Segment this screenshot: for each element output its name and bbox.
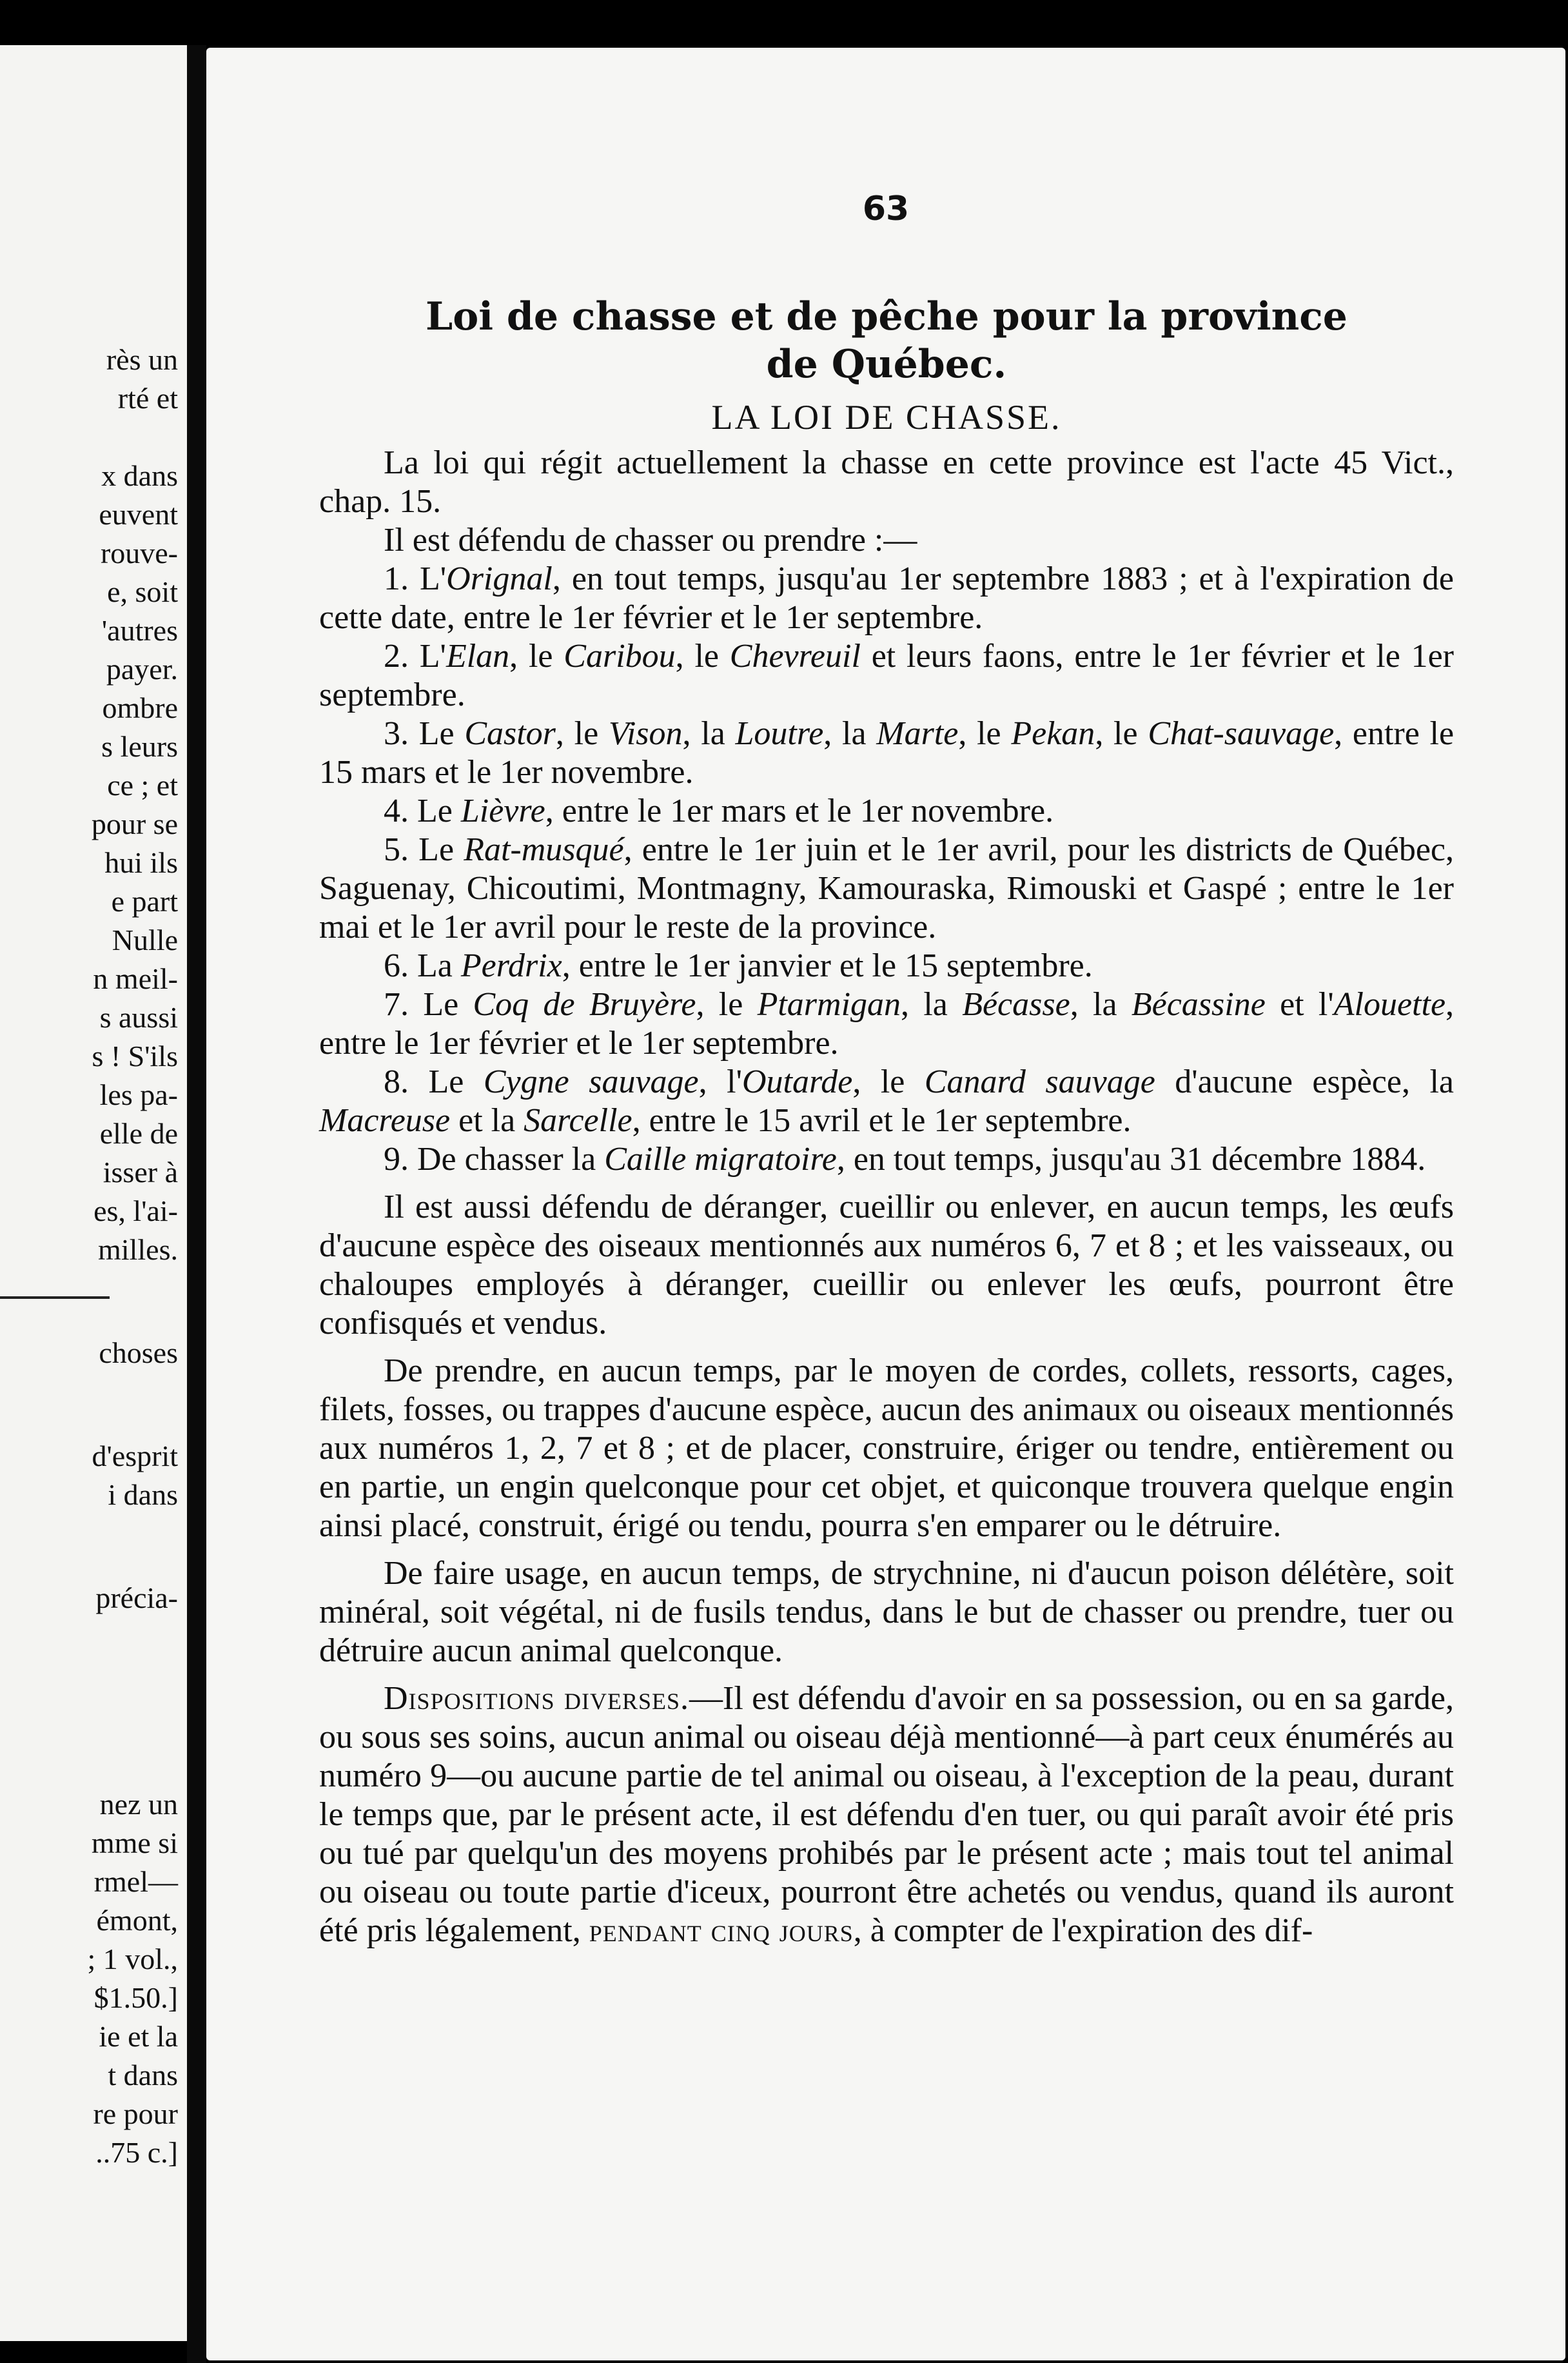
left-page-line: choses: [99, 1336, 178, 1369]
paragraph-traps: De prendre, en aucun temps, par le moyen de cordes, collets, ressorts, cages, filets, fosses, ou trappes d'aucune espèce, aucun des animaux ou oiseaux mentionnés aux numéros 1, 2, 7 et 8 ; et de placer, construire, ériger ou tendre, entièrement ou en partie, un engin quelconque pour cet objet, et quiconque trouvera quelque engin ainsi placé, construit, érigé ou tendu, pourra s'en emparer ou le détruire.: [319, 1352, 1454, 1544]
item-6: 6. La Perdrix, entre le 1er janvier et le 15 septembre.: [384, 947, 1093, 984]
left-page-line: s leurs: [101, 730, 178, 763]
left-page-line: d'esprit: [92, 1439, 178, 1472]
title-line-1: Loi de chasse et de pêche pour la province: [426, 294, 1348, 339]
paragraph-dispositions: Dispositions diverses.—Il est défendu d'avoir en sa possession, ou en sa garde, ou sous ses soins, aucun animal ou oiseau déjà mentionné—à part ceux énumérés au numéro 9—ou aucune partie de tel animal ou oiseau, à l'exception de la peau, durant le temps que, par le présent acte, il est défendu d'en tuer, ou qui paraît avoir été pris ou tué par quelqu'un des moyens prohibés par le présent acte ; mais tout tel animal ou oiseau ou toute partie d'iceux, pourront être achetés ou vendus, quand ils auront été pris légalement, pendant cinq jours, à compter de l'expiration des dif-: [319, 1680, 1454, 1949]
left-page-line: mme si: [91, 1826, 178, 1859]
left-page-fragment: [0, 45, 187, 2341]
left-page-line: les pa-: [99, 1078, 178, 1111]
left-page-line: pour se: [91, 807, 178, 840]
prohibition-intro: Il est défendu de chasser ou prendre :—: [384, 522, 917, 559]
main-page: [206, 48, 1565, 2360]
left-page-line: précia-: [95, 1581, 178, 1614]
left-page-line: t dans: [108, 2059, 178, 2091]
left-page-line: rès un: [106, 343, 178, 376]
left-page-line: nez un: [99, 1788, 178, 1821]
item-7: 7. Le Coq de Bruyère, le Ptarmigan, la Bécasse, la Bécassine et l'Alouette, entre le 1er février et le 1er septembre.: [319, 986, 1455, 1062]
left-page-line: isser à: [103, 1156, 178, 1189]
left-page-line: Nulle: [112, 924, 178, 956]
left-page-rule: [0, 1296, 110, 1299]
left-page-line: hui ils: [104, 846, 178, 879]
left-page-line: rouve-: [100, 537, 178, 569]
left-page-line: n meil-: [93, 962, 178, 995]
left-page-line: s aussi: [99, 1001, 178, 1034]
left-page-line: ..75 c.]: [95, 2136, 178, 2169]
left-page-line: elle de: [99, 1117, 178, 1150]
item-4: 4. Le Lièvre, entre le 1er mars et le 1er novembre.: [384, 793, 1054, 829]
left-page-line: rté et: [117, 382, 178, 415]
paragraph-poison: De faire usage, en aucun temps, de strychnine, ni d'aucun poison délétère, soit minéral, soit végétal, ni de fusils tendus, dans le but de chasser ou prendre, tuer ou détruire aucun animal quelconque.: [319, 1555, 1454, 1669]
title-line-2: de Québec.: [766, 342, 1007, 387]
left-page-line: $1.50.]: [93, 1981, 178, 2014]
page-gutter: [187, 45, 206, 2363]
left-page-line: payer.: [106, 653, 178, 686]
left-page-line: s ! S'ils: [92, 1040, 178, 1073]
intro-paragraph: La loi qui régit actuellement la chasse en cette province est l'acte 45 Vict., chap. 15.: [319, 444, 1454, 520]
left-page-line: ie et la: [99, 2020, 178, 2053]
section-heading: LA LOI DE CHASSE.: [711, 398, 1062, 437]
left-page-line: re pour: [93, 2097, 178, 2130]
left-page-line: émont,: [96, 1904, 178, 1937]
left-page-line: 'autres: [101, 614, 178, 647]
left-page-line: i dans: [108, 1478, 178, 1511]
dispositions-label: Dispositions diverses.: [384, 1680, 690, 1717]
left-page-line: e, soit: [107, 575, 178, 608]
left-page-line: ce ; et: [107, 769, 178, 802]
item-9: 9. De chasser la Caille migratoire, en tout temps, jusqu'au 31 décembre 1884.: [384, 1141, 1426, 1178]
left-page-line: rmel—: [93, 1865, 178, 1898]
left-page-line: e part: [111, 885, 178, 918]
text-column: [319, 196, 1454, 1950]
item-1: 1. L'Orignal, en tout temps, jusqu'au 1er septembre 1883 ; et à l'expiration de cette date, entre le 1er février et le 1er septembre.: [319, 560, 1454, 636]
left-page-line: euvent: [99, 498, 178, 531]
item-2: 2. L'Elan, le Caribou, le Chevreuil et leurs faons, entre le 1er février et le 1er septembre.: [319, 638, 1454, 713]
item-5: 5. Le Rat-musqué, entre le 1er juin et le 1er avril, pour les districts de Québec, Saguenay, Chicoutimi, Montmagny, Kamouraska, Rimouski et Gaspé ; entre le 1er mai et le 1er avril pour le reste de la province.: [319, 831, 1454, 945]
left-page-line: ; 1 vol.,: [87, 1943, 178, 1975]
left-page-line: ombre: [102, 691, 178, 724]
paragraph-eggs: Il est aussi défendu de déranger, cueillir ou enlever, en aucun temps, les œufs d'aucune espèce des oiseaux mentionnés aux numéros 6, 7 et 8 ; et les vaisseaux, ou chaloupes employés à déranger, cueillir ou enlever les œufs, pourront être confisqués et vendus.: [319, 1189, 1454, 1341]
item-3: 3. Le Castor, le Vison, la Loutre, la Marte, le Pekan, le Chat-sauvage, entre le 15 mars et le 1er novembre.: [319, 715, 1455, 791]
page-number: 63: [862, 190, 910, 228]
left-page-line: milles.: [98, 1233, 178, 1266]
left-page-line: es, l'ai-: [93, 1194, 178, 1227]
left-page-line: x dans: [101, 459, 178, 492]
item-8: 8. Le Cygne sauvage, l'Outarde, le Canard sauvage d'aucune espèce, la Macreuse et la Sarcelle, entre le 15 avril et le 1er septembre.: [319, 1063, 1454, 1139]
